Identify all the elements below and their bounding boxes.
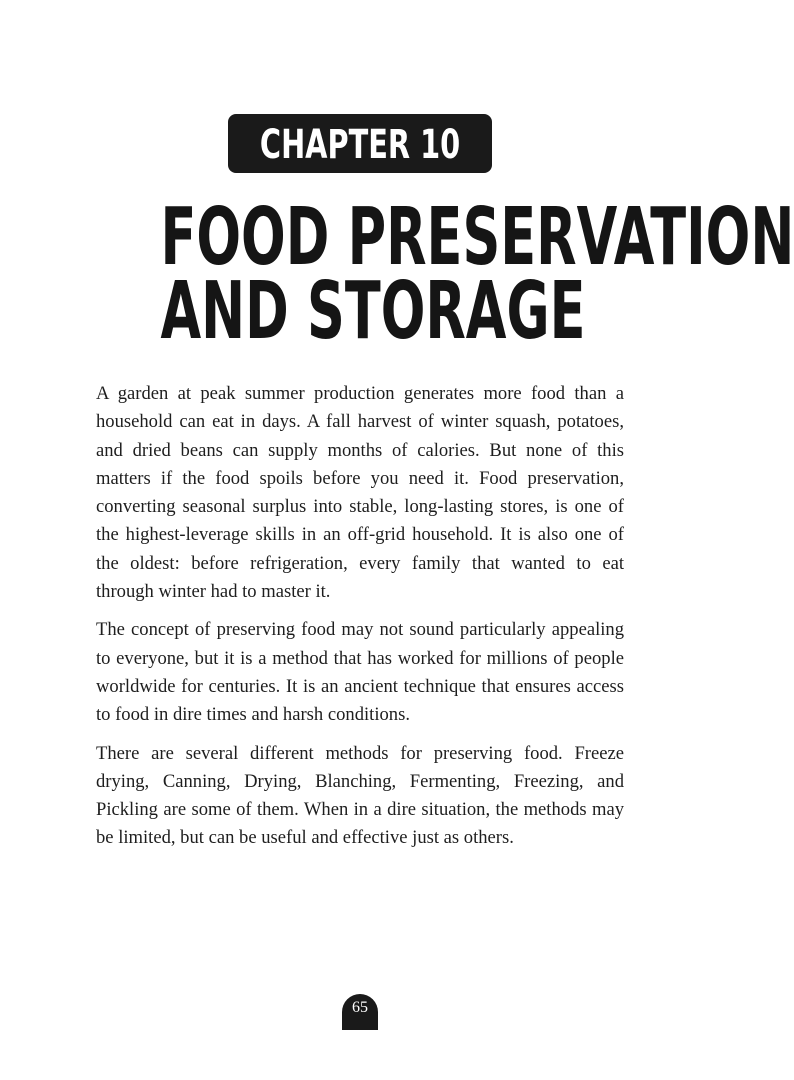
chapter-title: [60, 191, 794, 357]
chapter-badge: [228, 114, 492, 173]
chapter-title-line-1: FOOD PRESERVATION: [160, 191, 794, 283]
page-number: 65: [352, 999, 368, 1016]
chapter-title-line-2: AND STORAGE: [160, 265, 586, 357]
paragraph: A garden at peak summer production generates more food than a household can eat in days. A fall harvest of winter squash, potatoes, and dried beans can supply months of calories. But none of this matters if the food spoils before you need it. Food preservation, converting seasonal surplus into stable, long-lasting stores, is one of the highest-leverage skills in an off-grid household. It is also one of the oldest: before refrigeration, every family that wanted to eat through winter had to master it.: [96, 383, 624, 603]
paragraph: The concept of preserving food may not sound particularly appealing to everyone, but it is a method that has worked for millions of people worldwide for centuries. It is an ancient technique that ensures access to food in dire times and harsh conditions.: [96, 619, 624, 726]
body-text: [96, 380, 624, 863]
page-number-badge: [342, 994, 378, 1030]
chapter-label: CHAPTER 10: [259, 121, 461, 168]
paragraph: There are several different methods for preserving food. Freeze drying, Canning, Drying, Blanching, Fermenting, Freezing, and Pickling are some of them. When in a dire situation, the methods may be limited, but can be useful and effective just as others.: [96, 742, 624, 849]
